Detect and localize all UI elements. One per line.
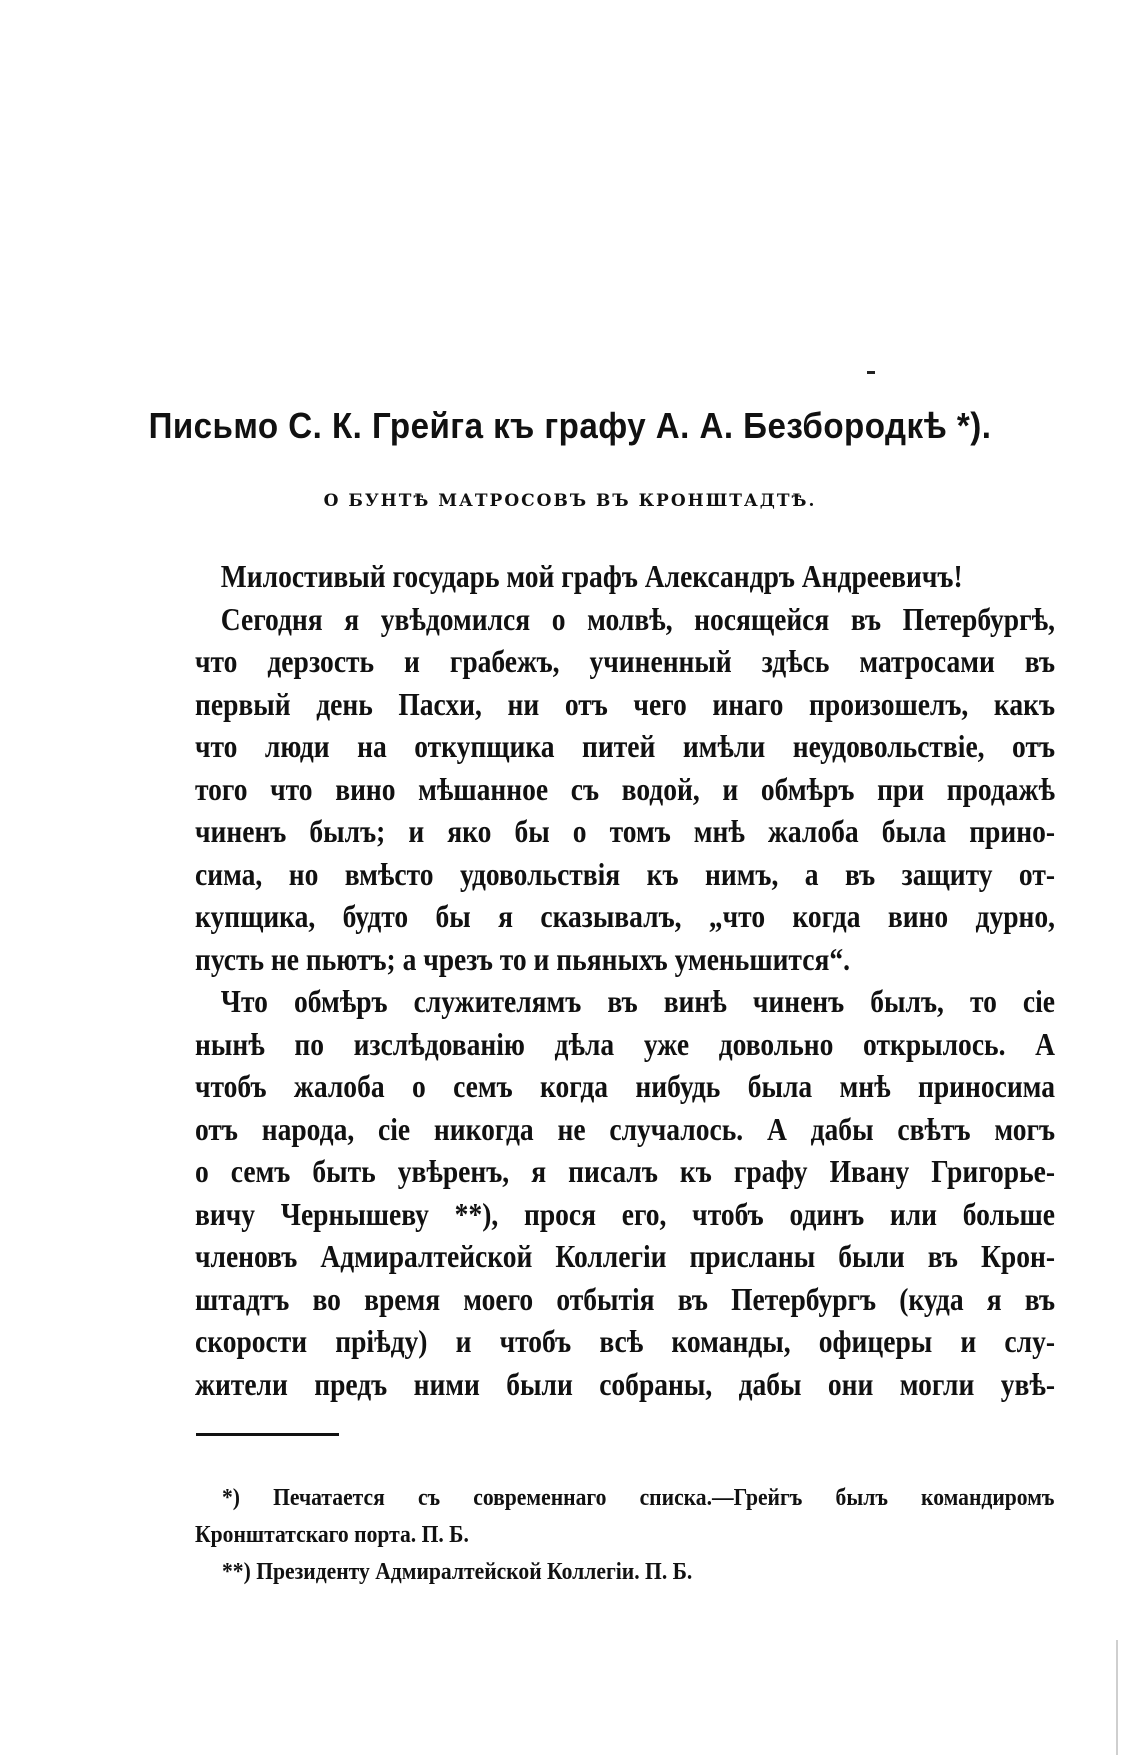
paragraph-1-line: пусть не пьютъ; а чрезъ то и пьяныхъ уменьшится“. bbox=[195, 940, 851, 977]
paragraph-2-line: нынѣ по изслѣдованію дѣла уже довольно открылось. А bbox=[195, 1025, 1055, 1062]
letter-subtitle: О БУНТѢ МАТРОСОВЪ ВЪ КРОНШТАДТѢ. bbox=[323, 491, 817, 511]
paragraph-2-line: чтобъ жалоба о семъ когда нибудь была мнѣ приносима bbox=[195, 1068, 1055, 1104]
paragraph-1-line: купщика, будто бы я сказывалъ, „что когда вино дурно, bbox=[195, 898, 1055, 934]
letter-body bbox=[195, 555, 1055, 1405]
footnotes bbox=[195, 1480, 1055, 1591]
print-speck bbox=[867, 371, 875, 374]
footnote-1-line-1: *) Печатается съ современнаго списка.—Грейгъ былъ командиромъ bbox=[222, 1485, 1055, 1511]
paragraph-1-line: Сегодня я увѣдомился о молвѣ, носящейся въ Петербургѣ, bbox=[220, 600, 1056, 637]
paragraph-2-line: штадтъ во время моего отбытія въ Петербургъ (куда я въ bbox=[195, 1280, 1055, 1317]
paragraph-2-line: о семъ быть увѣренъ, я писалъ къ графу Ивану Григорье- bbox=[195, 1153, 1055, 1189]
paragraph-2-line: Что обмѣръ служителямъ въ винѣ чиненъ былъ, то сіе bbox=[220, 983, 1056, 1019]
footnote-2: **) Президенту Адмиралтейской Коллегіи. П. Б. bbox=[222, 1559, 693, 1585]
paragraph-1-line: того что вино мѣшанное съ водой, и обмѣръ при продажѣ bbox=[195, 770, 1055, 807]
scan-edge-mark bbox=[1116, 1640, 1118, 1755]
paragraph-1-line: первый день Пасхи, ни отъ чего инаго произошелъ, какъ bbox=[195, 685, 1055, 722]
letter-title: Письмо С. К. Грейга къ графу А. А. Безбородкѣ *). bbox=[148, 405, 992, 446]
paragraph-2-line: членовъ Адмиралтейской Коллегіи присланы были въ Крон- bbox=[195, 1238, 1055, 1274]
paragraph-2-line: скорости пріѣду) и чтобъ всѣ команды, офицеры и слу- bbox=[195, 1323, 1055, 1359]
paragraph-1-line: сима, но вмѣсто удовольствія къ нимъ, а въ защиту от- bbox=[195, 855, 1055, 892]
paragraph-2-line: отъ народа, сіе никогда не случалось. А дабы свѣтъ могъ bbox=[195, 1110, 1055, 1147]
paragraph-2-line: вичу Чернышеву **), прося его, чтобъ одинъ или больше bbox=[195, 1195, 1055, 1232]
footnote-rule bbox=[196, 1433, 339, 1436]
paragraph-1-line: чиненъ былъ; и яко бы о томъ мнѣ жалоба была прино- bbox=[195, 813, 1055, 849]
salutation: Милостивый государь мой графъ Александръ Андреевичъ! bbox=[220, 558, 963, 594]
footnote-1-line-2: Кронштатскаго порта. П. Б. bbox=[195, 1522, 469, 1548]
paragraph-1-line: что люди на откупщика питей имѣли неудовольствіе, отъ bbox=[195, 728, 1055, 764]
paragraph-1-line: что дерзость и грабежъ, учиненный здѣсь матросами въ bbox=[195, 643, 1055, 679]
paragraph-2-line: жители предъ ними были собраны, дабы они могли увѣ- bbox=[195, 1365, 1055, 1402]
